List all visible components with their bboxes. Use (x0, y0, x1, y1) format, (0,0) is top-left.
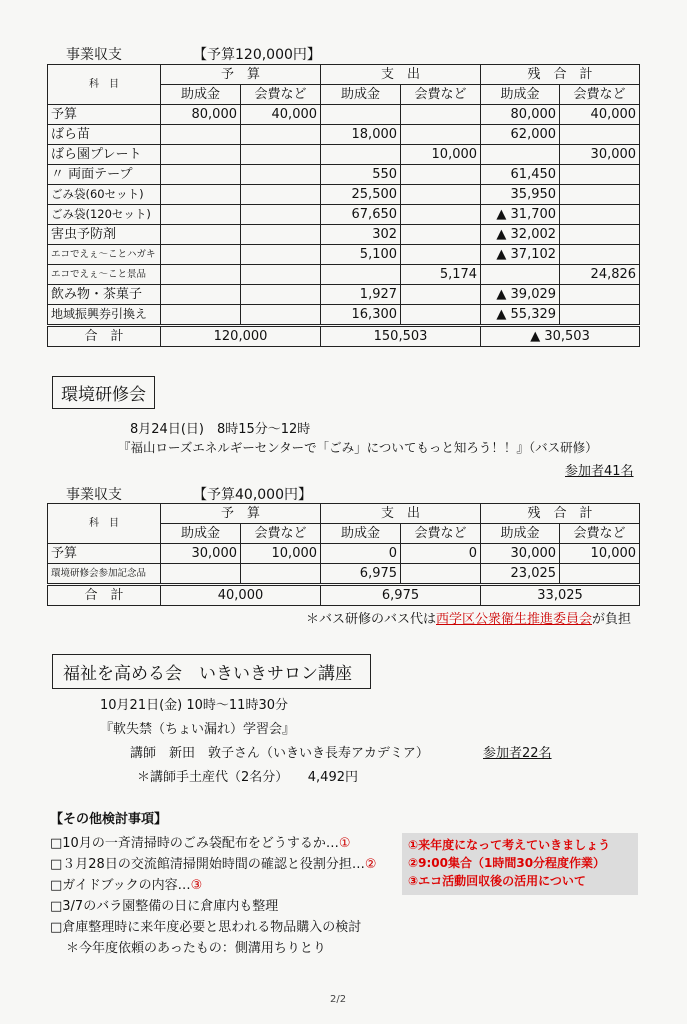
cell: 30,000 (481, 544, 560, 564)
total-row (48, 585, 640, 606)
list-item (50, 874, 202, 893)
row-name: 環境研修会参加記念品 (48, 564, 161, 585)
header-grant: 助成金 (481, 524, 560, 544)
cell (321, 265, 401, 285)
row-name: 〃 両面テープ (48, 165, 161, 185)
row-name: 予算 (48, 105, 161, 125)
header-budget: 予 算 (161, 504, 321, 524)
header-item: 科 目 (48, 65, 161, 105)
cell: 23,025 (481, 564, 560, 585)
section3-event: 『軟失禁（ちょい漏れ）学習会』 (100, 722, 296, 737)
table-row (48, 245, 640, 265)
table-row (48, 544, 640, 564)
item-mark: ③ (190, 878, 203, 893)
answer-1: ①来年度になって考えていきましょう (408, 838, 611, 852)
cell (241, 185, 321, 205)
table-row (48, 225, 640, 245)
cell (560, 245, 640, 265)
total-label: 合 計 (48, 326, 161, 347)
cell (560, 285, 640, 305)
cell: 40,000 (241, 105, 321, 125)
section2-title: 環境研修会 (52, 376, 155, 409)
cell (321, 105, 401, 125)
cell (401, 245, 481, 265)
cell (401, 285, 481, 305)
item-text: □ガイドブックの内容… (50, 878, 191, 893)
cell (560, 225, 640, 245)
row-name: ごみ袋(60セット) (48, 185, 161, 205)
total-row (48, 326, 640, 347)
total-expense: 6,975 (321, 585, 481, 606)
cell: 67,650 (321, 205, 401, 225)
cell: 40,000 (560, 105, 640, 125)
header-item: 科 目 (48, 504, 161, 544)
table-row (48, 205, 640, 225)
cell (241, 245, 321, 265)
cell: 80,000 (161, 105, 241, 125)
section2-label: 事業収支 (66, 487, 122, 503)
section3-participants: 参加者22名 (483, 746, 552, 761)
cell: ▲ 37,102 (481, 245, 560, 265)
cell (161, 185, 241, 205)
cell: ▲ 32,002 (481, 225, 560, 245)
cell: 30,000 (560, 145, 640, 165)
section1-budget: 【予算120,000円】 (193, 47, 321, 63)
table-row (48, 564, 640, 585)
section3-lecturer: 講師 新田 敦子さん（いきいき長寿アカデミア） (130, 746, 429, 761)
header-grant: 助成金 (161, 85, 241, 105)
header-grant: 助成金 (321, 524, 401, 544)
cell (161, 125, 241, 145)
section1-label: 事業収支 (66, 47, 122, 63)
total-expense: 150,503 (321, 326, 481, 347)
header-fees: 会費など (401, 524, 481, 544)
total-balance: 33,025 (481, 585, 640, 606)
row-name: 地域振興券引換え (48, 305, 161, 326)
cell (241, 564, 321, 585)
cell (161, 225, 241, 245)
cell (241, 285, 321, 305)
header-fees: 会費など (241, 524, 321, 544)
bus-note-org: 西学区公衆衛生推進委員会 (436, 612, 593, 627)
list-item (50, 895, 278, 914)
cell: 10,000 (401, 145, 481, 165)
cell: 0 (321, 544, 401, 564)
cell: 61,450 (481, 165, 560, 185)
total-label: 合 計 (48, 585, 161, 606)
cell: 302 (321, 225, 401, 245)
cell: 25,500 (321, 185, 401, 205)
header-grant: 助成金 (161, 524, 241, 544)
section2-date: 8月24日(日) 8時15分～12時 (130, 422, 311, 437)
cell (560, 185, 640, 205)
header-budget: 予 算 (161, 65, 321, 85)
total-balance: ▲ 30,503 (481, 326, 640, 347)
list-item (50, 853, 376, 872)
cell (560, 205, 640, 225)
row-name: エコでえぇ～こと景品 (48, 265, 161, 285)
table-row (48, 285, 640, 305)
cell (560, 305, 640, 326)
bus-note-suffix: が負担 (592, 612, 632, 627)
cell: 35,950 (481, 185, 560, 205)
header-fees: 会費など (241, 85, 321, 105)
answer-3: ③エコ活動回収後の活用について (408, 874, 586, 888)
cell: 550 (321, 165, 401, 185)
cell (401, 165, 481, 185)
table-row (48, 125, 640, 145)
list-item (50, 832, 350, 851)
section2-event: 『福山ローズエネルギーセンターで「ごみ」についてもっと知ろう！！』（バス研修） (118, 440, 598, 455)
row-name: エコでえぇ～ことハガキ (48, 245, 161, 265)
cell: 6,975 (321, 564, 401, 585)
table-row (48, 265, 640, 285)
total-budget: 40,000 (161, 585, 321, 606)
row-name: ばら園プレート (48, 145, 161, 165)
row-name: ばら苗 (48, 125, 161, 145)
cell (161, 145, 241, 165)
cell (161, 305, 241, 326)
item-text: □3/7のバラ園整備の日に倉庫内も整理 (50, 899, 279, 914)
row-name: ごみ袋(120セット) (48, 205, 161, 225)
cell (401, 305, 481, 326)
header-balance: 残 合 計 (481, 65, 640, 85)
cell (241, 125, 321, 145)
total-budget: 120,000 (161, 326, 321, 347)
table-row (48, 165, 640, 185)
row-name: 害虫予防剤 (48, 225, 161, 245)
cell (161, 564, 241, 585)
cell (560, 564, 640, 585)
cell (481, 265, 560, 285)
section3-gift: ＊講師手土産代（2名分） 4,492円 (137, 770, 358, 785)
header-expense: 支 出 (321, 504, 481, 524)
bus-note (306, 608, 631, 627)
cell (161, 265, 241, 285)
item-text: □倉庫整理時に来年度必要と思われる物品購入の検討 (50, 920, 362, 935)
cell: 30,000 (161, 544, 241, 564)
cell: 16,300 (321, 305, 401, 326)
cell: ▲ 31,700 (481, 205, 560, 225)
cell (161, 245, 241, 265)
cell: 24,826 (560, 265, 640, 285)
cell: 18,000 (321, 125, 401, 145)
cell (161, 205, 241, 225)
section3-date: 10月21日(金) 10時～11時30分 (100, 698, 288, 713)
cell (401, 105, 481, 125)
cell: ▲ 55,329 (481, 305, 560, 326)
row-name: 飲み物・茶菓子 (48, 285, 161, 305)
cell: 1,927 (321, 285, 401, 305)
cell (241, 205, 321, 225)
table-row (48, 145, 640, 165)
cell (241, 165, 321, 185)
cell (560, 125, 640, 145)
list-item (50, 916, 361, 935)
cell: ▲ 39,029 (481, 285, 560, 305)
item-mark: ② (364, 857, 377, 872)
header-fees: 会費など (560, 85, 640, 105)
cell: 10,000 (241, 544, 321, 564)
cell: 5,100 (321, 245, 401, 265)
answers-box (402, 833, 638, 895)
header-fees: 会費など (401, 85, 481, 105)
cell (401, 125, 481, 145)
cell: 5,174 (401, 265, 481, 285)
cell: 62,000 (481, 125, 560, 145)
cell (241, 145, 321, 165)
row-name: 予算 (48, 544, 161, 564)
cell (481, 145, 560, 165)
cell: 0 (401, 544, 481, 564)
header-expense: 支 出 (321, 65, 481, 85)
cell (241, 265, 321, 285)
budget-table-1 (47, 64, 640, 347)
cell (560, 165, 640, 185)
header-fees: 会費など (560, 524, 640, 544)
cell: 80,000 (481, 105, 560, 125)
item-mark: ① (338, 836, 351, 851)
item-text: □３月28日の交流館清掃開始時間の確認と役割分担… (50, 857, 365, 872)
table-row (48, 185, 640, 205)
cell (241, 225, 321, 245)
bus-note-prefix: ＊バス研修のバス代は (306, 612, 437, 627)
cell (321, 145, 401, 165)
cell (161, 285, 241, 305)
section2-budget: 【予算40,000円】 (193, 487, 312, 503)
section2-participants: 参加者41名 (565, 464, 634, 479)
table-row (48, 105, 640, 125)
cell: 10,000 (560, 544, 640, 564)
cell (241, 305, 321, 326)
page-number: 2/2 (330, 994, 347, 1005)
section4-title: 【その他検討事項】 (50, 812, 168, 827)
cell (401, 225, 481, 245)
header-balance: 残 合 計 (481, 504, 640, 524)
header-grant: 助成金 (321, 85, 401, 105)
cell (401, 205, 481, 225)
cell (161, 165, 241, 185)
answer-2: ②9:00集合（1時間30分程度作業） (408, 856, 606, 870)
budget-table-2 (47, 503, 640, 606)
cell (401, 564, 481, 585)
section4-footnote: ＊今年度依頼のあったもの：側溝用ちりとり (66, 941, 326, 956)
item-text: □10月の一斉清掃時のごみ袋配布をどうするか… (50, 836, 339, 851)
section3-title: 福祉を高める会 いきいきサロン講座 (52, 654, 371, 689)
cell (401, 185, 481, 205)
table-row (48, 305, 640, 326)
header-grant: 助成金 (481, 85, 560, 105)
